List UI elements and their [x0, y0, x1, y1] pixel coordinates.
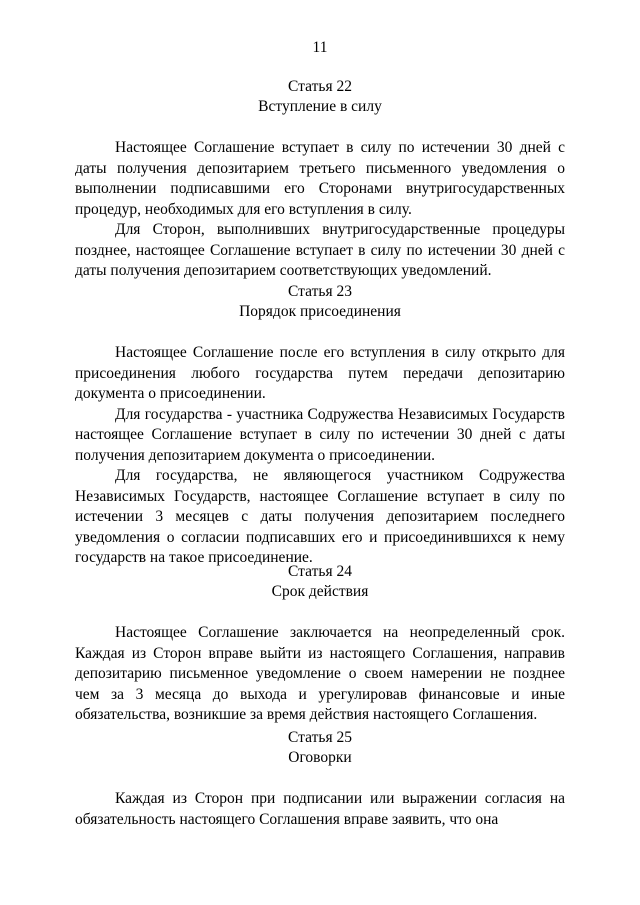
- article-title: Порядок присоединения: [239, 303, 401, 320]
- article-number: Статья 22: [288, 78, 352, 95]
- paragraph: Настоящее Соглашение после его вступления в силу открыто для присоединения любого государства путем передачи депозитарию документа о присоединении.: [75, 344, 565, 402]
- article-title: Оговорки: [288, 749, 352, 766]
- article-number: Статья 25: [288, 729, 352, 746]
- article-title: Вступление в силу: [258, 98, 382, 115]
- article-25: [75, 728, 565, 830]
- article-23: [75, 282, 565, 569]
- paragraph: Для Сторон, выполнивших внутригосударственные процедуры позднее, настоящее Соглашение вступает в силу по истечении 30 дней с даты получения депозитарием соответствующих уведомлений.: [75, 221, 565, 279]
- paragraph: Настоящее Соглашение вступает в силу по истечении 30 дней с даты получения депозитарием третьего письменного уведомления о выполнении подписавшими его Сторонами внутригосударственных процедур, необходимых для его вступления в силу.: [75, 139, 565, 218]
- article-number: Статья 23: [288, 283, 352, 300]
- article-24: [75, 562, 565, 726]
- paragraph: Каждая из Сторон при подписании или выражении согласия на обязательность настоящего Соглашения вправе заявить, что она: [75, 790, 565, 828]
- article-title: Срок действия: [271, 583, 369, 600]
- article-22: [75, 77, 565, 282]
- paragraph: Для государства - участника Содружества Независимых Государств настоящее Соглашение вступает в силу по истечении 30 дней с даты получения депозитарием документа о присоединении.: [75, 405, 565, 464]
- page-number: 11: [312, 39, 328, 56]
- paragraph: Настоящее Соглашение заключается на неопределенный срок. Каждая из Сторон вправе выйти из настоящего Соглашения, направив депозитарию письменное уведомление о своем намерении не позднее чем за 3 месяца до выхода и урегулировав финансовые и иные обязательства, возникшие за время действия настоящего Соглашения.: [75, 624, 565, 723]
- article-number: Статья 24: [288, 563, 352, 580]
- paragraph: Для государства, не являющегося участником Содружества Независимых Государств, настоящее Соглашение вступает в силу по истечении 3 месяцев с даты получения депозитарием последнего уведомления о согласии подписавших его и присоединившихся к нему государств на такое присоединение.: [75, 467, 565, 566]
